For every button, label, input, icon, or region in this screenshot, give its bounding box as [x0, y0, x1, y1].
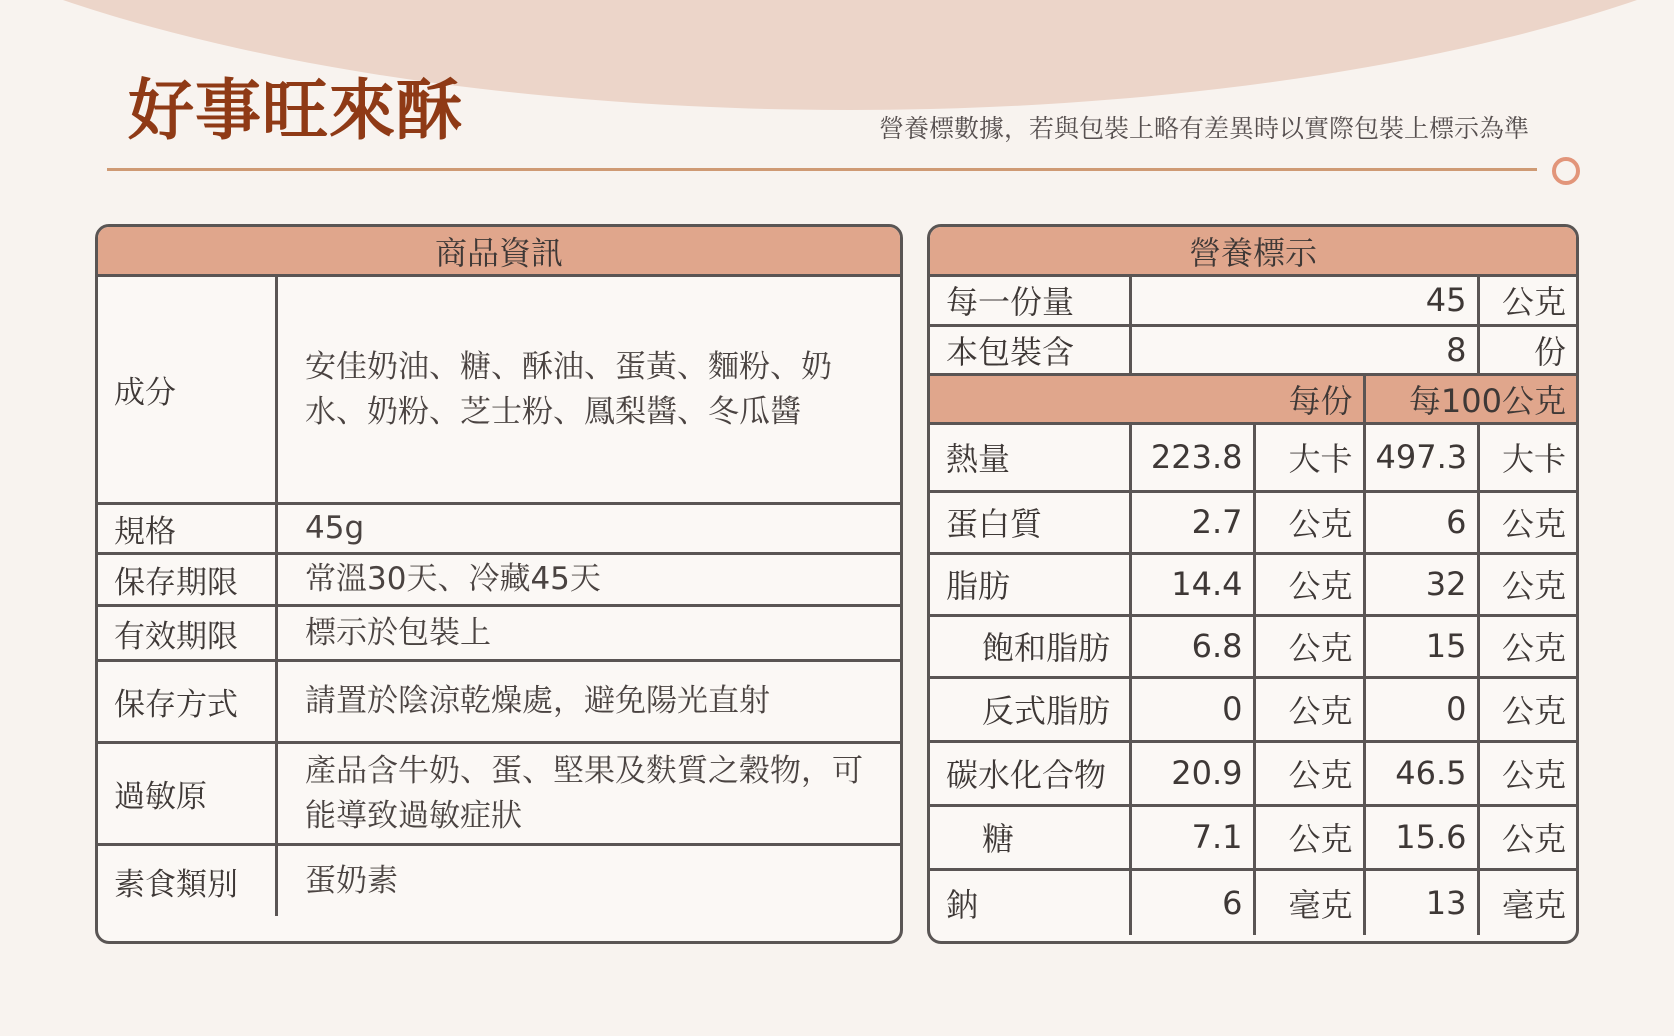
nutrition-panel — [927, 224, 1579, 944]
disclaimer-note: 營養標數據，若與包裝上略有差異時以實際包裝上標示為準 — [878, 114, 1529, 143]
info-value: 蛋奶素 — [305, 862, 398, 899]
servings-per-package-value: 8 — [1130, 325, 1478, 374]
info-row-allergens — [98, 744, 900, 846]
nutrient-label: 鈉 — [930, 869, 1130, 935]
per-100g-value: 15.6 — [1364, 805, 1478, 869]
divider-end-circle-icon — [1552, 157, 1580, 185]
nutrient-label: 反式脂肪 — [930, 677, 1130, 741]
info-row-ingredients — [98, 277, 900, 505]
per-100g-unit: 公克 — [1478, 491, 1576, 553]
per-serving-value: 0 — [1130, 677, 1254, 741]
per-100g-unit: 大卡 — [1478, 423, 1576, 491]
per-100g-unit: 公克 — [1478, 741, 1576, 805]
per-100g-value: 13 — [1364, 869, 1478, 935]
info-row-storage — [98, 662, 900, 744]
page-title: 好事旺來酥 — [128, 72, 463, 149]
info-value: 常溫30天、冷藏45天 — [305, 561, 601, 598]
per-100g-value: 46.5 — [1364, 741, 1478, 805]
per-serving-value: 14.4 — [1130, 553, 1254, 615]
per-100g-value: 0 — [1364, 677, 1478, 741]
info-label: 保存期限 — [98, 555, 278, 604]
info-label: 保存方式 — [98, 662, 278, 741]
nutrient-row — [930, 423, 1576, 491]
per-serving-unit: 公克 — [1254, 615, 1364, 677]
serving-size-row — [930, 277, 1576, 325]
per-100g-value: 497.3 — [1364, 423, 1478, 491]
servings-per-package-label: 本包裝含 — [930, 325, 1130, 374]
title-divider — [107, 168, 1537, 171]
nutrient-row — [930, 553, 1576, 615]
per-serving-header: 每份 — [930, 374, 1364, 423]
per-serving-unit: 大卡 — [1254, 423, 1364, 491]
info-label: 素食類別 — [98, 846, 278, 916]
info-label: 有效期限 — [98, 607, 278, 659]
per-100g-unit: 公克 — [1478, 553, 1576, 615]
serving-size-label: 每一份量 — [930, 277, 1130, 325]
per-serving-unit: 公克 — [1254, 491, 1364, 553]
per-serving-value: 2.7 — [1130, 491, 1254, 553]
product-info-heading: 商品資訊 — [98, 227, 900, 277]
per-serving-value: 223.8 — [1130, 423, 1254, 491]
per-serving-unit: 公克 — [1254, 741, 1364, 805]
info-label: 規格 — [98, 505, 278, 552]
info-value: 安佳奶油、糖、酥油、蛋黃、麵粉、奶水、奶粉、芝士粉、鳳梨醬、冬瓜醬 — [305, 348, 832, 430]
info-row-shelf-life — [98, 555, 900, 607]
per-serving-value: 20.9 — [1130, 741, 1254, 805]
info-label: 成分 — [98, 277, 278, 502]
serving-size-value: 45 — [1130, 277, 1478, 325]
per-serving-unit: 公克 — [1254, 805, 1364, 869]
info-row-spec — [98, 505, 900, 555]
servings-per-package-row — [930, 325, 1576, 374]
per-100g-unit: 公克 — [1478, 615, 1576, 677]
nutrient-label: 碳水化合物 — [930, 741, 1130, 805]
per-100g-unit: 公克 — [1478, 677, 1576, 741]
per-serving-unit: 毫克 — [1254, 869, 1364, 935]
nutrient-label: 脂肪 — [930, 553, 1130, 615]
nutrient-row — [930, 805, 1576, 869]
per-serving-value: 7.1 — [1130, 805, 1254, 869]
servings-per-package-unit: 份 — [1478, 325, 1576, 374]
per-serving-value: 6 — [1130, 869, 1254, 935]
info-row-expiry — [98, 607, 900, 662]
info-value: 產品含牛奶、蛋、堅果及麩質之穀物，可能導致過敏症狀 — [305, 752, 863, 834]
per-serving-unit: 公克 — [1254, 677, 1364, 741]
nutrition-heading: 營養標示 — [930, 227, 1576, 277]
product-info-panel — [95, 224, 903, 944]
info-row-vegetarian — [98, 846, 900, 916]
nutrient-label: 糖 — [930, 805, 1130, 869]
nutrient-row — [930, 741, 1576, 805]
info-value: 請置於陰涼乾燥處，避免陽光直射 — [305, 683, 770, 720]
column-header-row — [930, 374, 1576, 423]
nutrient-row — [930, 491, 1576, 553]
nutrient-label: 蛋白質 — [930, 491, 1130, 553]
per-100g-unit: 毫克 — [1502, 885, 1567, 924]
per-serving-value: 6.8 — [1130, 615, 1254, 677]
nutrient-row — [930, 869, 1576, 935]
info-value: 45g — [305, 510, 365, 547]
nutrient-row — [930, 615, 1576, 677]
info-value: 標示於包裝上 — [305, 614, 491, 651]
info-label: 過敏原 — [98, 744, 278, 843]
nutrient-row — [930, 677, 1576, 741]
nutrition-table — [930, 277, 1576, 935]
per-serving-unit: 公克 — [1254, 553, 1364, 615]
per-100g-value: 6 — [1364, 491, 1478, 553]
serving-size-unit: 公克 — [1478, 277, 1576, 325]
nutrient-label: 飽和脂肪 — [930, 615, 1130, 677]
per-100g-value: 32 — [1364, 553, 1478, 615]
nutrient-label: 熱量 — [930, 423, 1130, 491]
per-100g-value: 15 — [1364, 615, 1478, 677]
per-100g-header: 每100公克 — [1364, 374, 1576, 423]
per-100g-unit: 公克 — [1478, 805, 1576, 869]
